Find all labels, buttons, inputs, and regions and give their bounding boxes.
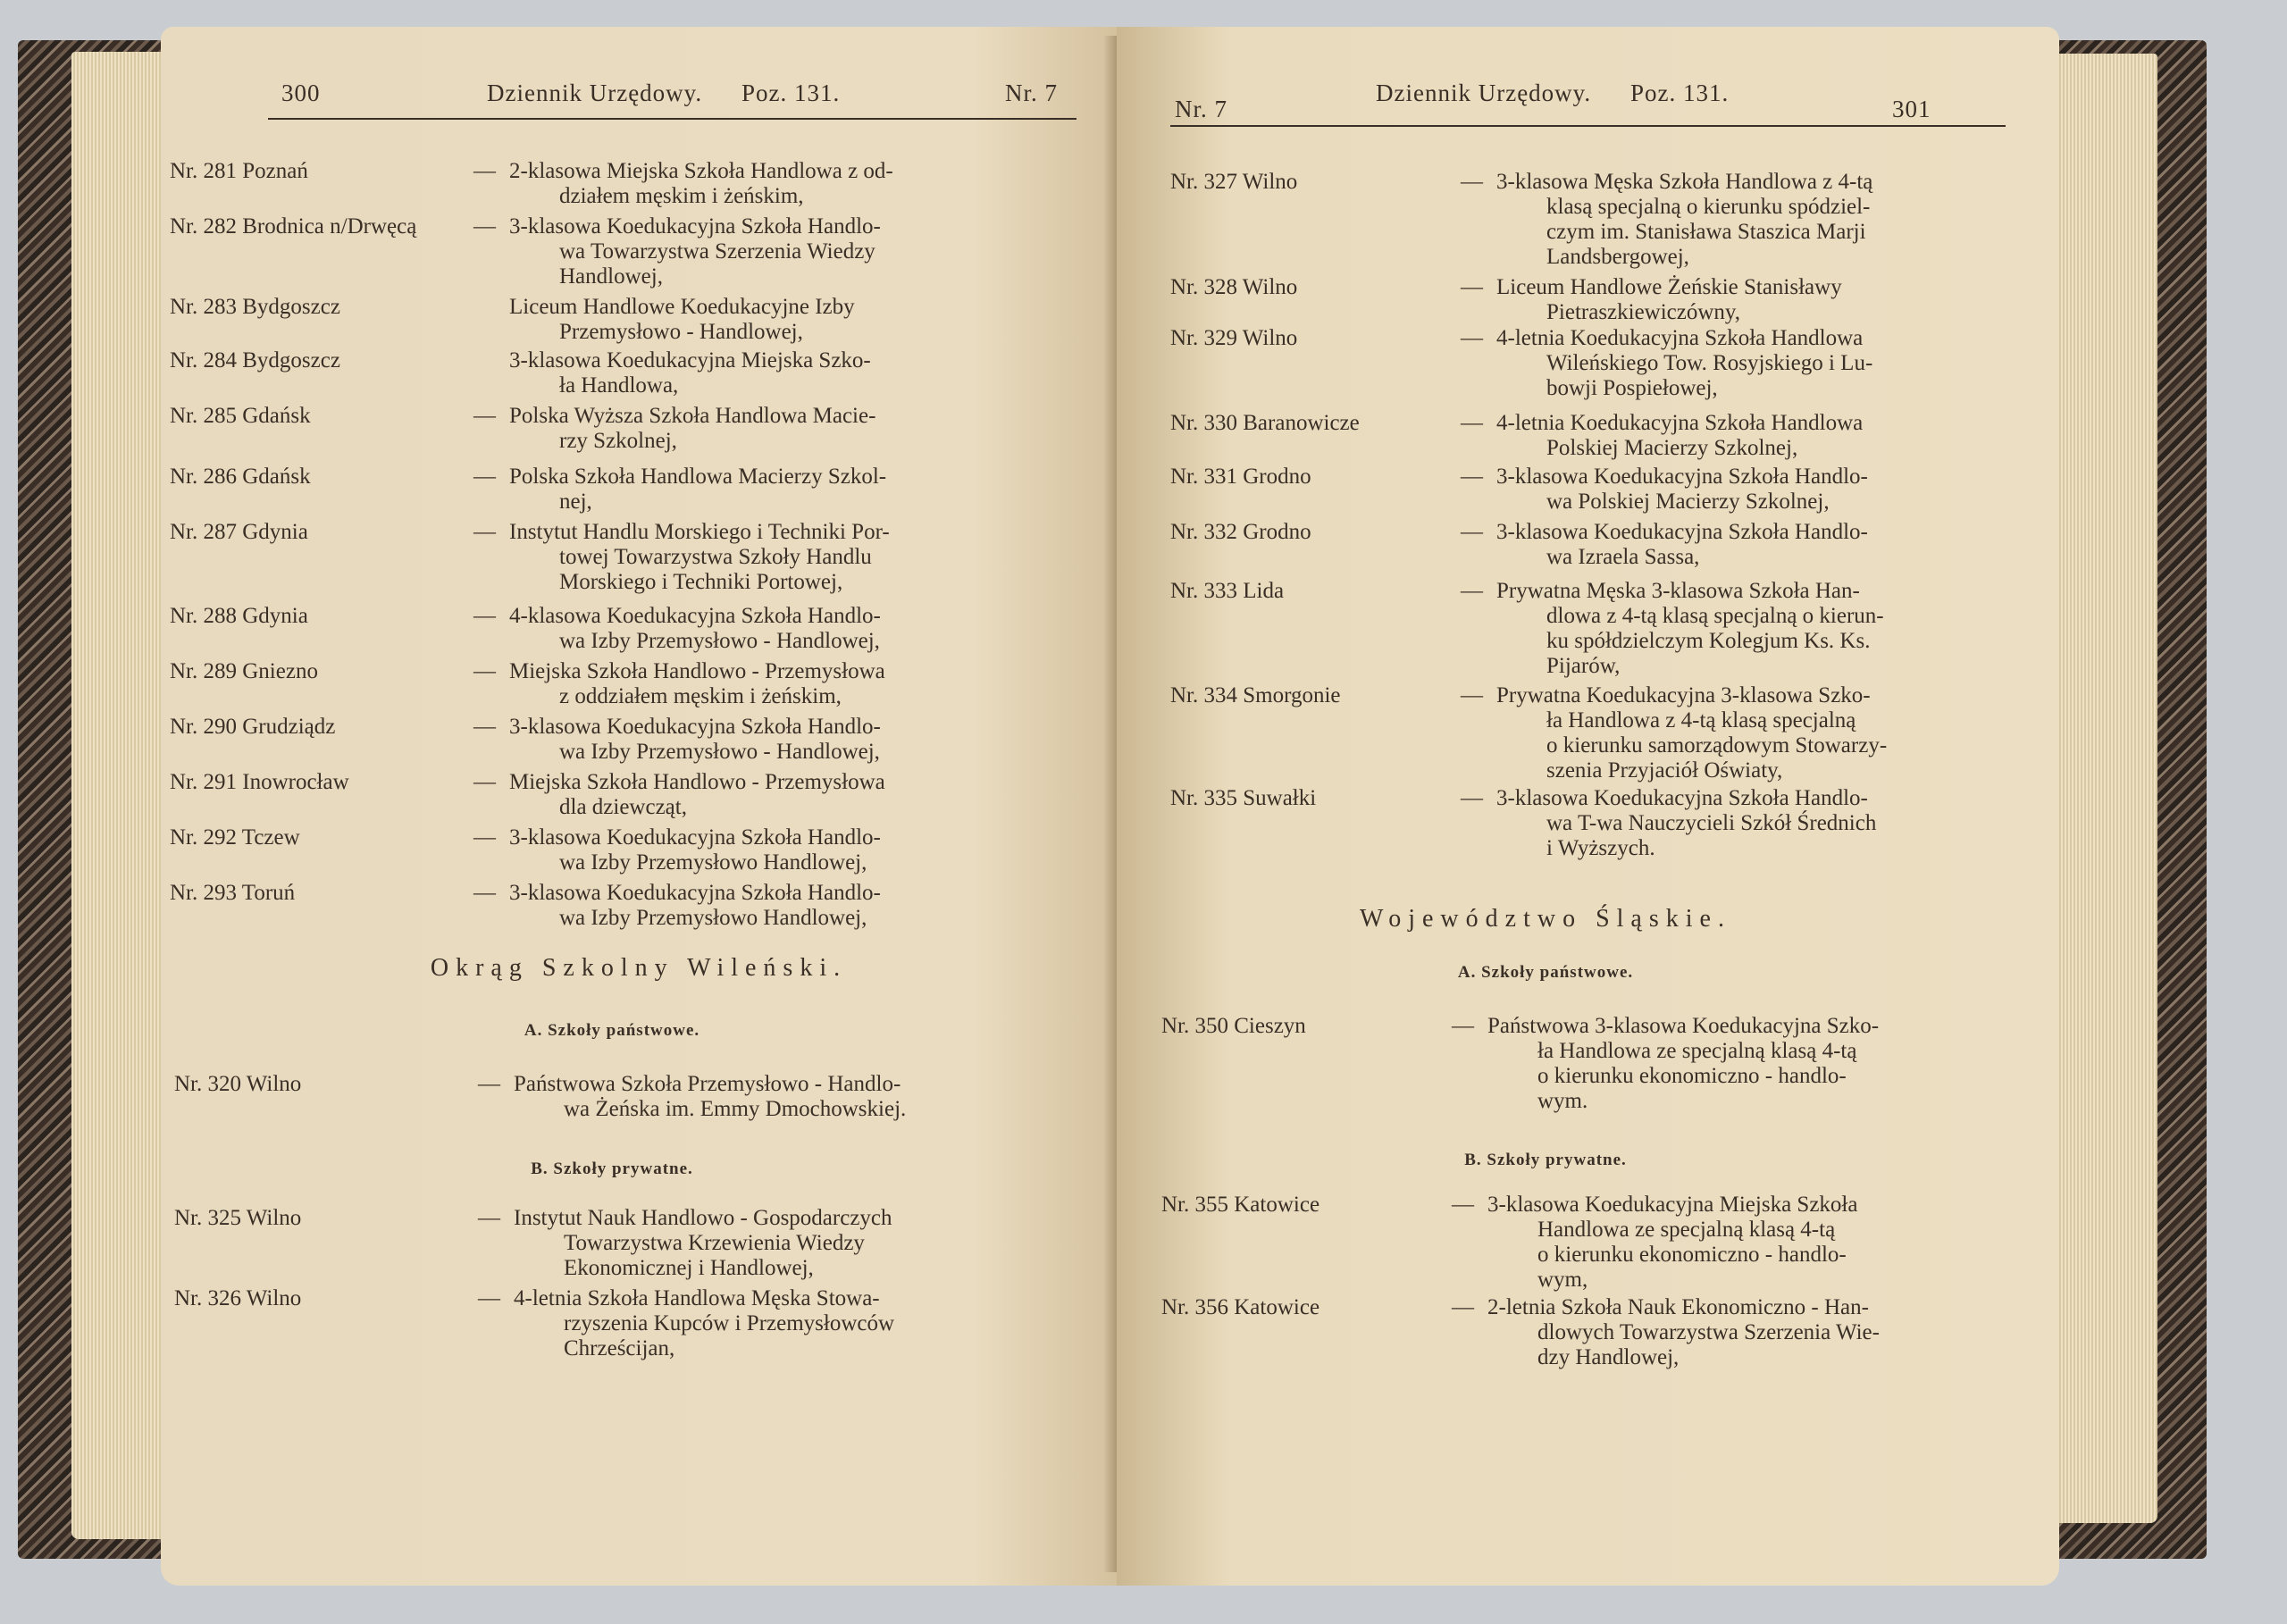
- entry-description: [509, 465, 1018, 515]
- description-line: wym.: [1537, 1089, 1588, 1113]
- entry-dash: —: [1461, 170, 1483, 194]
- description-line: ła Handlowa ze specjalną klasą 4-tą: [1537, 1039, 1857, 1063]
- entry-number: Nr. 355 Katowice: [1161, 1193, 1320, 1217]
- description-line: działem męskim i żeńskim,: [559, 184, 804, 208]
- description-line: Państwowa 3-klasowa Koedukacyjna Szko-: [1487, 1014, 1880, 1038]
- description-line: Państwowa Szkoła Przemysłowo - Handlo-: [514, 1072, 901, 1096]
- entry-number: Nr. 327 Wilno: [1170, 170, 1298, 194]
- entry-number: Nr. 283 Bydgoszcz: [170, 295, 340, 319]
- entry-description: [509, 214, 1018, 289]
- entry-description: [509, 604, 1018, 654]
- description-line: 4-klasowa Koedukacyjna Szkoła Handlo-: [509, 604, 881, 628]
- description-line: 2-letnia Szkoła Nauk Ekonomiczno - Han-: [1487, 1295, 1869, 1319]
- description-line: wa Izby Przemysłowo Handlowej,: [559, 850, 867, 875]
- section-title: Województwo Śląskie.: [1360, 905, 1731, 933]
- description-line: szenia Przyjaciół Oświaty,: [1546, 758, 1783, 783]
- entry-description: [509, 348, 1018, 398]
- entry-number: Nr. 331 Grodno: [1170, 465, 1311, 489]
- entry-description: [509, 715, 1018, 765]
- description-line: 3-klasowa Męska Szkoła Handlowa z 4-tą: [1496, 170, 1873, 194]
- description-line: wa Żeńska im. Emmy Dmochowskiej.: [564, 1097, 907, 1121]
- entry-number: Nr. 326 Wilno: [174, 1286, 302, 1310]
- entry-description: [509, 295, 1018, 345]
- entry-description: [509, 825, 1018, 875]
- entry-description: [1487, 1295, 1979, 1370]
- entry-number: Nr. 290 Grudziądz: [170, 715, 336, 739]
- description-line: dlowych Towarzystwa Szerzenia Wie-: [1537, 1320, 1880, 1344]
- entry-dash: —: [1452, 1014, 1474, 1038]
- entry-number: Nr. 293 Toruń: [170, 881, 296, 905]
- description-line: ła Handlowa,: [559, 373, 679, 398]
- description-line: Handlowej,: [559, 264, 663, 289]
- entry-description: [509, 881, 1018, 931]
- journal-title: Dziennik Urzędowy.: [487, 80, 703, 106]
- description-line: Instytut Handlu Morskiego i Techniki Por-: [509, 520, 890, 544]
- description-line: Landsbergowej,: [1546, 245, 1689, 269]
- description-line: wa Izraela Sassa,: [1546, 545, 1700, 569]
- position-number: Poz. 131.: [741, 80, 841, 106]
- description-line: wa Polskiej Macierzy Szkolnej,: [1546, 490, 1830, 514]
- description-line: 4-letnia Szkoła Handlowa Męska Stowa-: [514, 1286, 880, 1310]
- description-line: o kierunku ekonomiczno - handlo-: [1537, 1064, 1847, 1088]
- description-line: ku spółdzielczym Kolegjum Ks. Ks.: [1546, 629, 1871, 653]
- subsection-a: A. Szkoły państwowe.: [1457, 963, 1634, 982]
- entry-dash: —: [473, 520, 496, 544]
- entry-number: Nr. 292 Tczew: [170, 825, 300, 850]
- entry-number: Nr. 320 Wilno: [174, 1072, 302, 1096]
- description-line: wa Izby Przemysłowo Handlowej,: [559, 906, 867, 930]
- entry-dash: —: [473, 465, 496, 489]
- description-line: nej,: [559, 490, 592, 514]
- entry-number: Nr. 334 Smorgonie: [1170, 683, 1341, 707]
- entry-dash: —: [1461, 579, 1483, 603]
- entry-dash: —: [1461, 683, 1483, 707]
- entry-number: Nr. 286 Gdańsk: [170, 465, 311, 489]
- description-line: 4-letnia Koedukacyjna Szkoła Handlowa: [1496, 326, 1864, 350]
- entry-dash: —: [478, 1206, 500, 1230]
- entry-dash: —: [1461, 465, 1483, 489]
- entry-dash: —: [478, 1286, 500, 1310]
- subsection-b: B. Szkoły prywatne.: [1464, 1151, 1627, 1169]
- entry-number: Nr. 325 Wilno: [174, 1206, 302, 1230]
- subsection-a: A. Szkoły państwowe.: [524, 1021, 700, 1040]
- header-rule: [1170, 125, 2006, 127]
- entry-dash: —: [473, 214, 496, 239]
- description-line: Liceum Handlowe Koedukacyjne Izby: [509, 295, 855, 319]
- entry-description: [509, 770, 1018, 820]
- description-line: Przemysłowo - Handlowej,: [559, 320, 803, 344]
- description-line: 4-letnia Koedukacyjna Szkoła Handlowa: [1496, 411, 1864, 435]
- entry-dash: —: [473, 659, 496, 683]
- entry-number: Nr. 291 Inowrocław: [170, 770, 349, 794]
- description-line: Miejska Szkoła Handlowo - Przemysłowa: [509, 770, 885, 794]
- description-line: Instytut Nauk Handlowo - Gospodarczych: [514, 1206, 892, 1230]
- entry-description: [1496, 786, 1988, 861]
- entry-dash: —: [473, 825, 496, 850]
- entry-dash: —: [1461, 275, 1483, 299]
- description-line: rzy Szkolnej,: [559, 429, 677, 453]
- entry-dash: —: [473, 604, 496, 628]
- entry-description: [509, 520, 1018, 595]
- description-line: wym,: [1537, 1268, 1588, 1292]
- entry-description: [514, 1286, 1023, 1361]
- description-line: Handlowa ze specjalną klasą 4-tą: [1537, 1218, 1836, 1242]
- description-line: wa Izby Przemysłowo - Handlowej,: [559, 740, 880, 764]
- entry-number: Nr. 328 Wilno: [1170, 275, 1298, 299]
- right-page: [1117, 27, 2059, 1586]
- entry-number: Nr. 282 Brodnica n/Drwęcą: [170, 214, 417, 239]
- description-line: wa Towarzystwa Szerzenia Wiedzy: [559, 239, 875, 264]
- description-line: Polska Szkoła Handlowa Macierzy Szkol-: [509, 465, 887, 489]
- entry-description: [1496, 170, 1988, 270]
- entry-number: Nr. 330 Baranowicze: [1170, 411, 1360, 435]
- description-line: 3-klasowa Koedukacyjna Szkoła Handlo-: [509, 825, 881, 850]
- entry-dash: —: [1461, 520, 1483, 544]
- description-line: Morskiego i Techniki Portowej,: [559, 570, 843, 594]
- entry-dash: —: [473, 770, 496, 794]
- description-line: dlowa z 4-tą klasą specjalną o kierun-: [1546, 604, 1884, 628]
- description-line: Pietraszkiewiczówny,: [1546, 300, 1741, 324]
- description-line: Wileńskiego Tow. Rosyjskiego i Lu-: [1546, 351, 1873, 375]
- description-line: 3-klasowa Koedukacyjna Szkoła Handlo-: [1496, 786, 1868, 810]
- section-title: Okrąg Szkolny Wileński.: [430, 954, 848, 982]
- journal-title: Dziennik Urzędowy.: [1376, 80, 1592, 106]
- description-line: rzyszenia Kupców i Przemysłowców: [564, 1311, 895, 1335]
- entry-description: [514, 1072, 1023, 1122]
- description-line: 3-klasowa Koedukacyjna Miejska Szko-: [509, 348, 871, 373]
- description-line: Chrześcijan,: [564, 1336, 675, 1360]
- description-line: bowji Pospiełowej,: [1546, 376, 1718, 400]
- description-line: Miejska Szkoła Handlowo - Przemysłowa: [509, 659, 885, 683]
- entry-number: Nr. 333 Lida: [1170, 579, 1285, 603]
- entry-number: Nr. 329 Wilno: [1170, 326, 1298, 350]
- description-line: Ekonomicznej i Handlowej,: [564, 1256, 814, 1280]
- entry-number: Nr. 284 Bydgoszcz: [170, 348, 340, 373]
- header-rule: [268, 118, 1076, 120]
- entry-description: [1487, 1014, 1979, 1114]
- page-number: 300: [281, 80, 321, 106]
- description-line: wa Izby Przemysłowo - Handlowej,: [559, 629, 880, 653]
- entry-description: [1487, 1193, 1979, 1293]
- position-number: Poz. 131.: [1630, 80, 1730, 106]
- entry-dash: —: [473, 881, 496, 905]
- description-line: 3-klasowa Koedukacyjna Szkoła Handlo-: [509, 214, 881, 239]
- entry-number: Nr. 332 Grodno: [1170, 520, 1311, 544]
- entry-description: [1496, 275, 1988, 325]
- description-line: czym im. Stanisława Staszica Marji: [1546, 220, 1866, 244]
- entry-dash: —: [473, 159, 496, 183]
- description-line: z oddziałem męskim i żeńskim,: [559, 684, 842, 708]
- description-line: Prywatna Męska 3-klasowa Szkoła Han-: [1496, 579, 1860, 603]
- description-line: Polska Wyższa Szkoła Handlowa Macie-: [509, 404, 876, 428]
- entry-number: Nr. 281 Poznań: [170, 159, 308, 183]
- description-line: 3-klasowa Koedukacyjna Szkoła Handlo-: [509, 715, 881, 739]
- entry-dash: —: [473, 715, 496, 739]
- entry-number: Nr. 288 Gdynia: [170, 604, 308, 628]
- entry-number: Nr. 350 Cieszyn: [1161, 1014, 1306, 1038]
- entry-description: [509, 404, 1018, 454]
- entry-dash: —: [473, 404, 496, 428]
- description-line: 3-klasowa Koedukacyjna Szkoła Handlo-: [509, 881, 881, 905]
- subsection-b: B. Szkoły prywatne.: [531, 1159, 693, 1178]
- description-line: Prywatna Koedukacyjna 3-klasowa Szko-: [1496, 683, 1871, 707]
- entry-dash: —: [478, 1072, 500, 1096]
- left-page-header: [161, 80, 1117, 116]
- entry-dash: —: [1461, 411, 1483, 435]
- issue-number: Nr. 7: [1005, 80, 1058, 106]
- description-line: Liceum Handlowe Żeńskie Stanisławy: [1496, 275, 1842, 299]
- description-line: klasą specjalną o kierunku spódziel-: [1546, 195, 1871, 219]
- description-line: i Wyższych.: [1546, 836, 1655, 860]
- issue-number: Nr. 7: [1175, 96, 1227, 122]
- description-line: o kierunku ekonomiczno - handlo-: [1537, 1243, 1847, 1267]
- entry-description: [509, 159, 1018, 209]
- entry-dash: —: [1461, 786, 1483, 810]
- description-line: 3-klasowa Koedukacyjna Miejska Szkoła: [1487, 1193, 1858, 1217]
- description-line: towej Towarzystwa Szkoły Handlu: [559, 545, 872, 569]
- entry-description: [1496, 326, 1988, 401]
- entry-number: Nr. 289 Gniezno: [170, 659, 318, 683]
- entry-description: [1496, 579, 1988, 679]
- description-line: 3-klasowa Koedukacyjna Szkoła Handlo-: [1496, 465, 1868, 489]
- entry-description: [1496, 520, 1988, 570]
- entry-dash: —: [1452, 1193, 1474, 1217]
- entry-description: [514, 1206, 1023, 1281]
- description-line: 3-klasowa Koedukacyjna Szkoła Handlo-: [1496, 520, 1868, 544]
- entry-description: [1496, 465, 1988, 515]
- description-line: Towarzystwa Krzewienia Wiedzy: [564, 1231, 865, 1255]
- entry-number: Nr. 335 Suwałki: [1170, 786, 1317, 810]
- page-edges-right: [2050, 54, 2157, 1523]
- entry-number: Nr. 356 Katowice: [1161, 1295, 1320, 1319]
- left-page: [161, 27, 1117, 1586]
- description-line: 2-klasowa Miejska Szkoła Handlowa z od-: [509, 159, 893, 183]
- description-line: dla dziewcząt,: [559, 795, 687, 819]
- entry-description: [1496, 411, 1988, 461]
- entry-dash: —: [1452, 1295, 1474, 1319]
- description-line: Pijarów,: [1546, 654, 1621, 678]
- description-line: dzy Handlowej,: [1537, 1345, 1680, 1369]
- right-page-header: [1117, 80, 2059, 122]
- description-line: o kierunku samorządowym Stowarzy-: [1546, 733, 1888, 758]
- description-line: Polskiej Macierzy Szkolnej,: [1546, 436, 1798, 460]
- entry-number: Nr. 287 Gdynia: [170, 520, 308, 544]
- description-line: wa T-wa Nauczycieli Szkół Średnich: [1546, 811, 1877, 835]
- page-number: 301: [1892, 96, 1931, 122]
- entry-description: [1496, 683, 1988, 783]
- description-line: ła Handlowa z 4-tą klasą specjalną: [1546, 708, 1856, 732]
- entry-description: [509, 659, 1018, 709]
- entry-number: Nr. 285 Gdańsk: [170, 404, 311, 428]
- entry-dash: —: [1461, 326, 1483, 350]
